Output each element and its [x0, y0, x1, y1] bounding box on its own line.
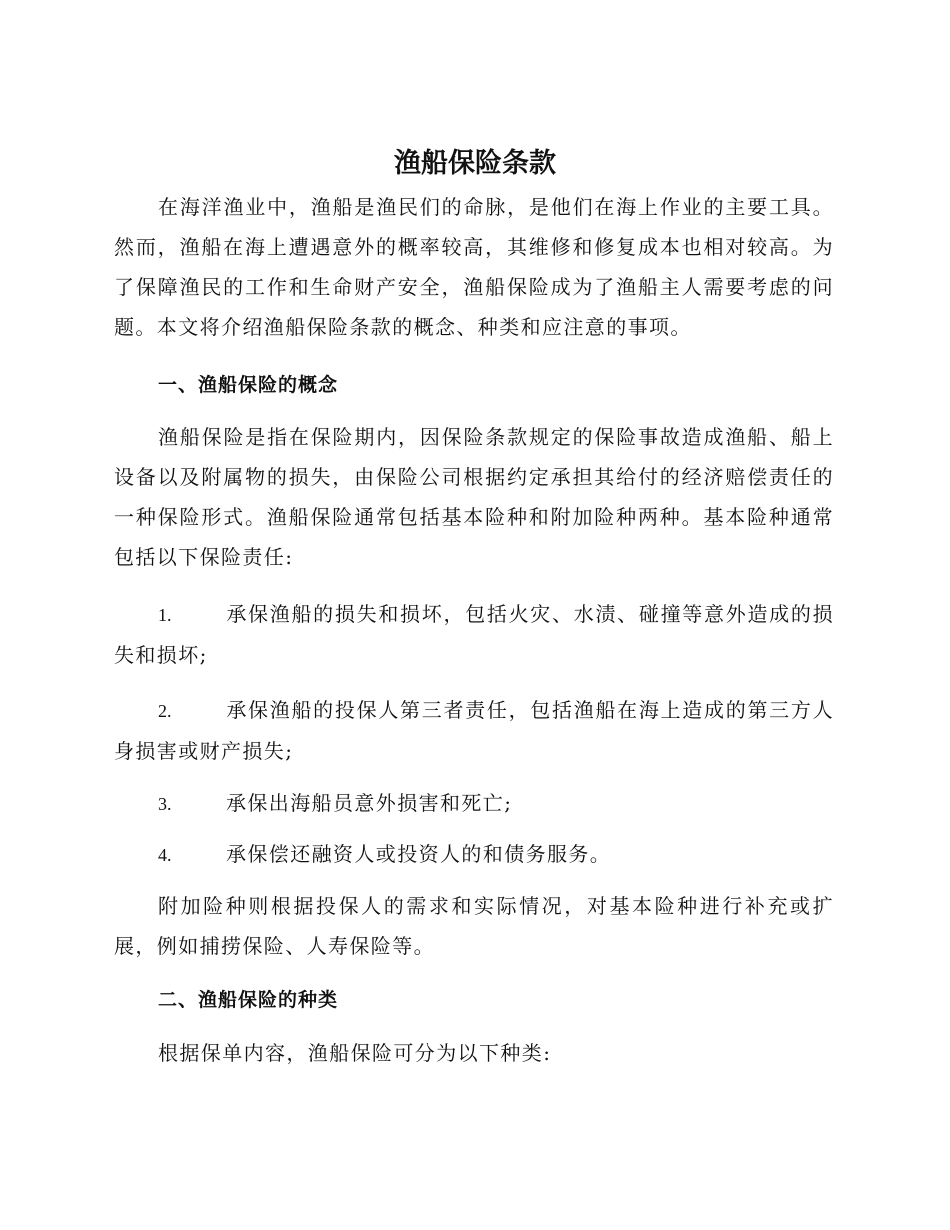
- list-item: [114, 783, 834, 824]
- section-2-heading: 二、渔船保险的种类: [158, 989, 339, 1011]
- list-item: [114, 594, 834, 675]
- section-1-heading: 一、渔船保险的概念: [158, 374, 339, 396]
- list-item: [114, 690, 834, 771]
- document-title: 渔船保险条款: [394, 148, 556, 179]
- section-2-paragraph: 根据保单内容，渔船保险可分为以下种类:: [158, 1041, 552, 1065]
- list-item-text: 承保渔船的损失和损坏，包括火灾、水渍、碰撞等意外造成的损失和损坏;: [114, 602, 834, 667]
- list-item-number: 1.: [158, 605, 172, 625]
- section-1-closing-paragraph: 附加险种则根据投保人的需求和实际情况，对基本险种进行补充或扩展，例如捕捞保险、人寿保险等。: [114, 894, 834, 958]
- list-item-number: 4.: [158, 845, 172, 865]
- list-item-text: 承保出海船员意外损害和死亡;: [226, 791, 513, 815]
- list-item-number: 3.: [158, 794, 172, 814]
- list-item: [114, 834, 834, 875]
- list-item-text: 承保偿还融资人或投资人的和债务服务。: [226, 842, 612, 866]
- list-item-number: 2.: [158, 701, 172, 721]
- section-1-paragraph: 渔船保险是指在保险期内，因保险条款规定的保险事故造成渔船、船上设备以及附属物的损失，由保险公司根据约定承担其给付的经济赔偿责任的一种保险形式。渔船保险通常包括基本险种和附加险种两种。基本险种通常包括以下保险责任:: [114, 425, 834, 569]
- list-item-text: 承保渔船的投保人第三者责任，包括渔船在海上造成的第三方人身损害或财产损失;: [114, 698, 834, 763]
- intro-paragraph: 在海洋渔业中，渔船是渔民们的命脉，是他们在海上作业的主要工具。然而，渔船在海上遭遇意外的概率较高，其维修和修复成本也相对较高。为了保障渔民的工作和生命财产安全，渔船保险成为了渔船主人需要考虑的问题。本文将介绍渔船保险条款的概念、种类和应注意的事项。: [114, 195, 834, 339]
